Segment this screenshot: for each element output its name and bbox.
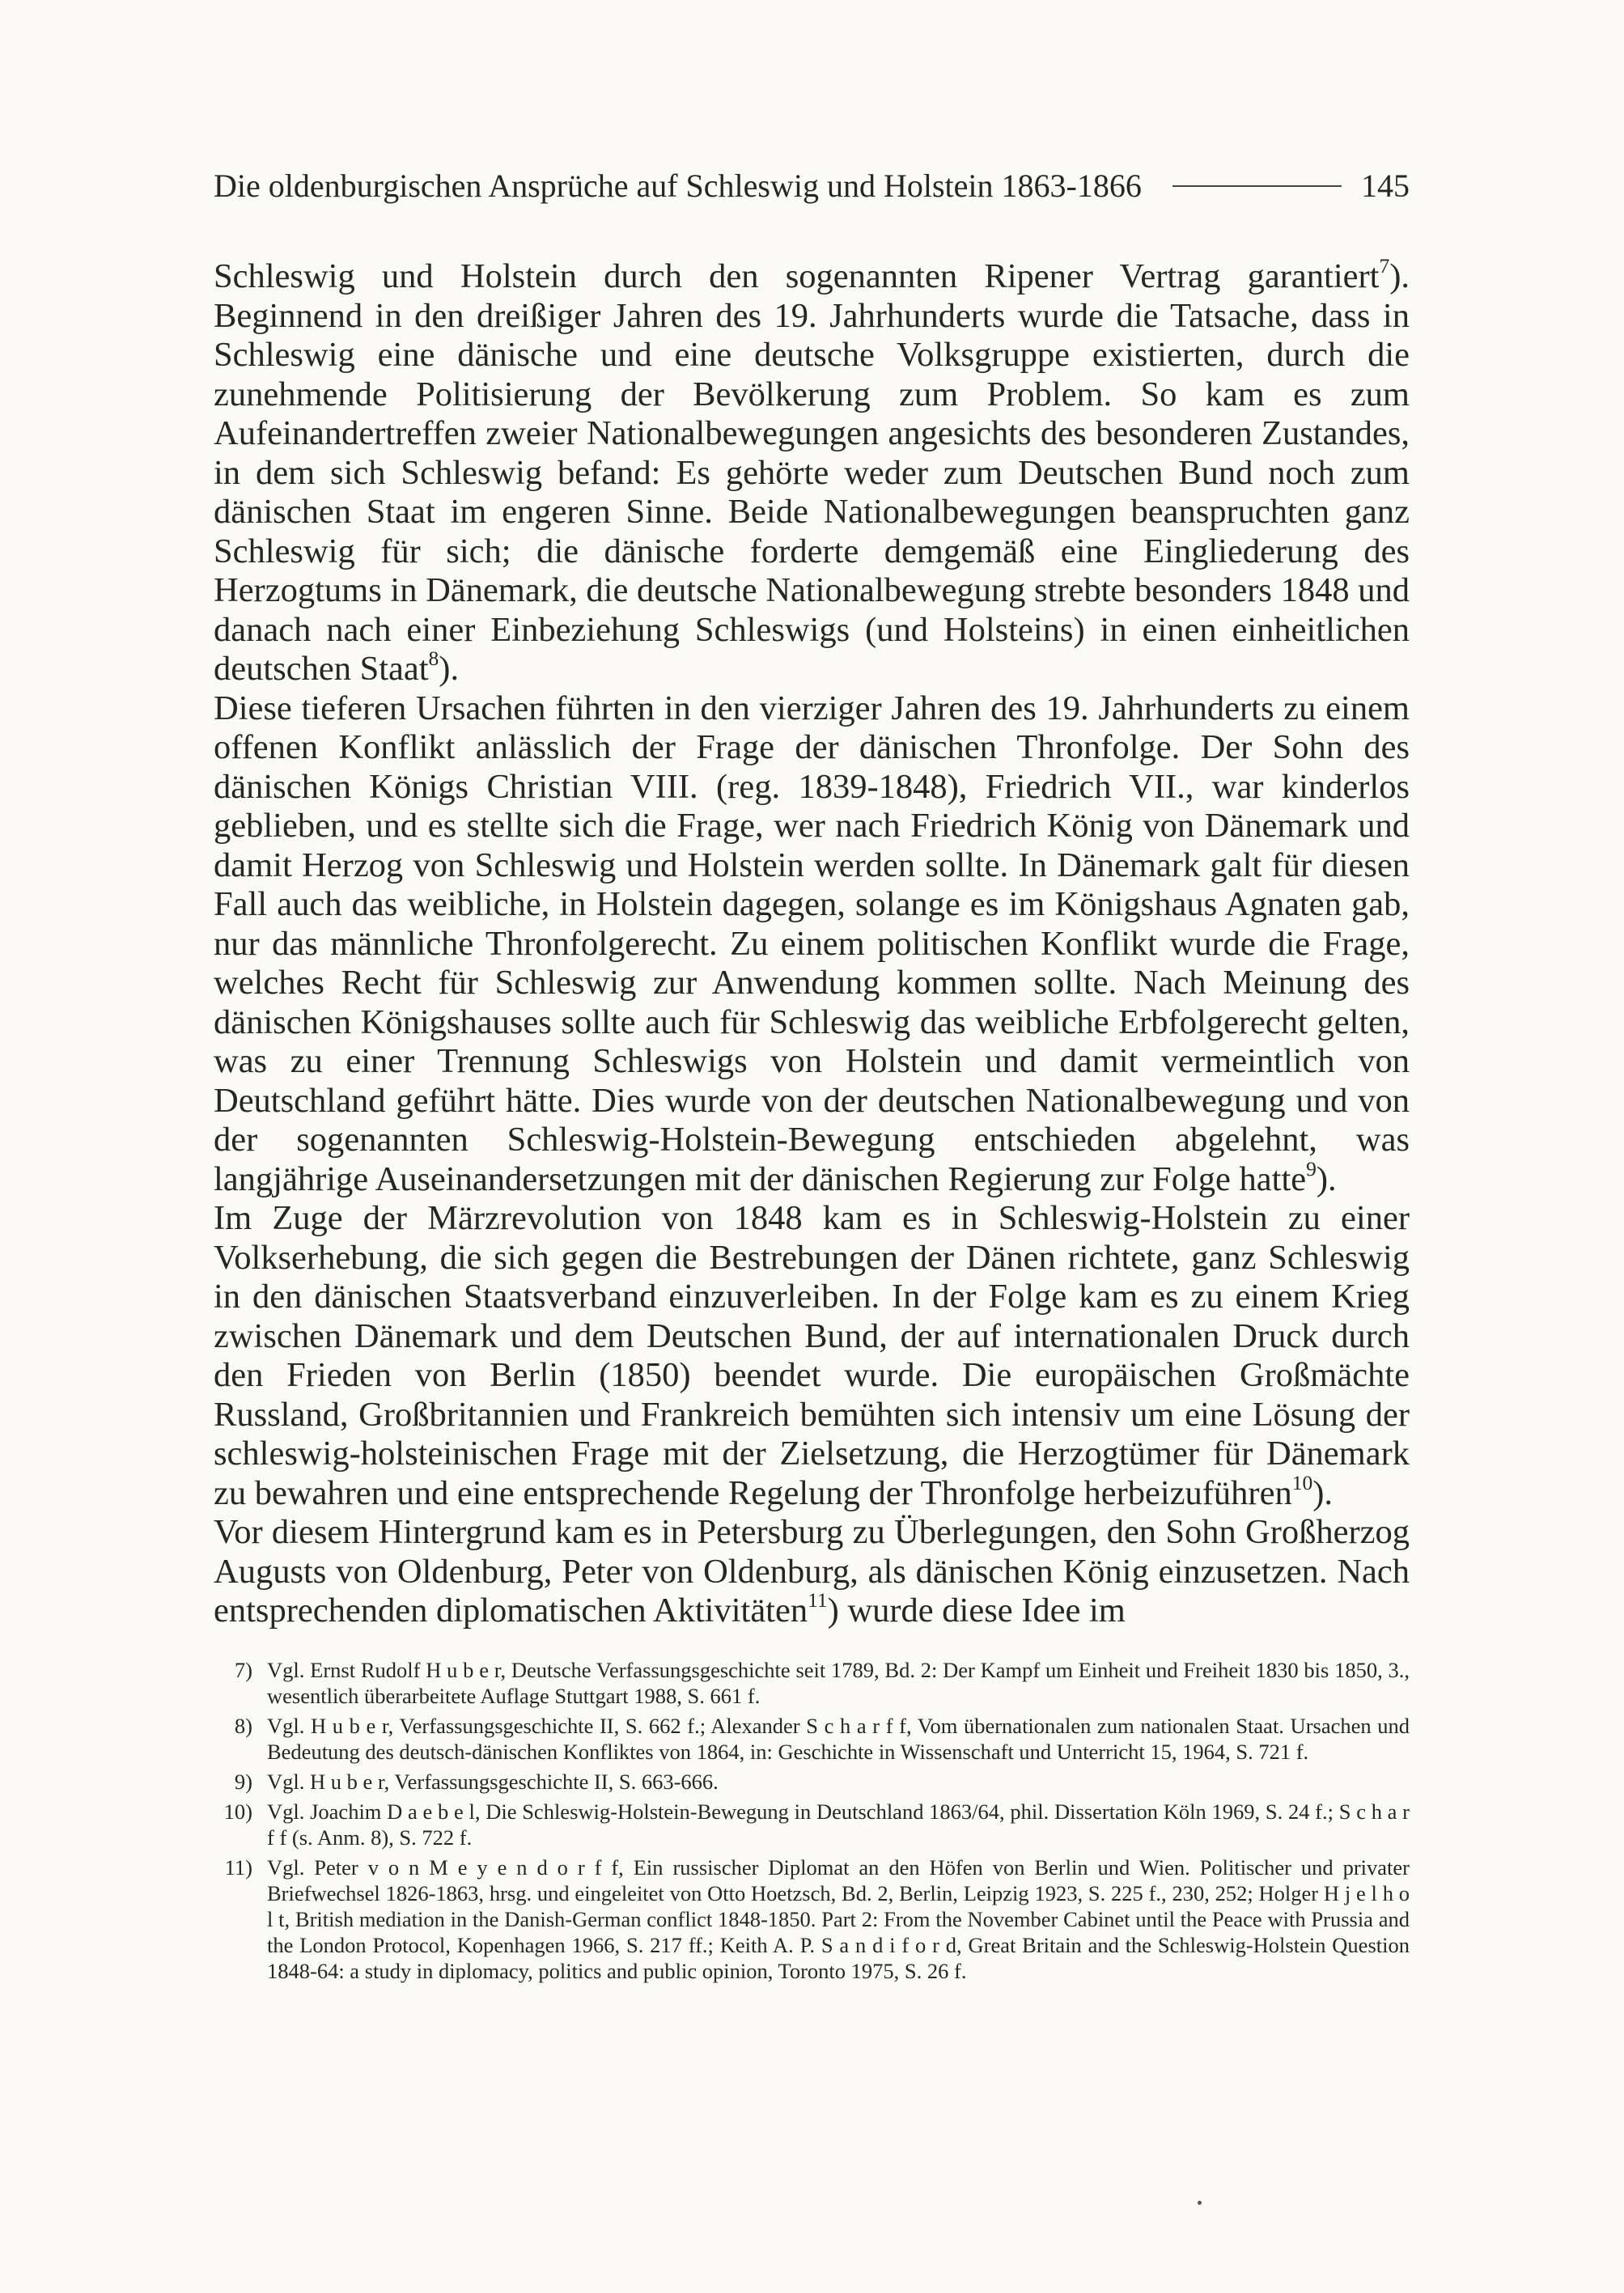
footnote-7 xyxy=(214,1657,1410,1709)
paragraph-4 xyxy=(214,1513,1410,1631)
footnote-text: Vgl. H u b e r, Verfassungsgeschichte II, S. 663-666. xyxy=(267,1770,719,1794)
footnote-ref: 11 xyxy=(808,1588,828,1613)
footnote-8 xyxy=(214,1713,1410,1765)
running-title: Die oldenburgischen Ansprüche auf Schleswig und Holstein 1863-1866 xyxy=(214,167,1142,204)
footnote-ref: 10 xyxy=(1291,1470,1313,1494)
paragraph-1 xyxy=(214,254,1410,689)
paragraph-text: Vor diesem Hintergrund kam es in Petersburg zu Überlegungen, den Sohn Großherzog Augusts von Oldenburg, Peter von Oldenburg, als dänischen König einzusetzen. Nach entsprechenden diplomatischen Aktivitäten xyxy=(214,1513,1410,1630)
footnote-text: Vgl. Ernst Rudolf H u b e r, Deutsche Verfassungsgeschichte seit 1789, Bd. 2: Der Kampf um Einheit und Freiheit 1830 bis 1850, 3., wesentlich überarbeitete Auflage Stuttgart 1988, S. 661 f. xyxy=(267,1658,1410,1708)
footnote-text: Vgl. Peter v o n M e y e n d o r f f, Ein russischer Diplomat an den Höfen von Berlin und Wien. Politischer und privater Briefwechsel 1826-1863, hrsg. und eingeleitet von Otto Hoetzsch, Bd. 2, Berlin, Leipzig 1923, S. 225 f., 230, 252; Holger H j e l h o l t, British mediation in the Danish-German conflict 1848-1850. Part 2: From the November Cabinet until the Peace with Prussia and the London Protocol, Kopenhagen 1966, S. 217 ff.; Keith A. P. S a n d i f o r d, Great Britain and the Schleswig-Holstein Question 1848-64: a study in diplomacy, politics and public opinion, Toronto 1975, S. 26 f. xyxy=(267,1855,1410,1983)
paragraph-text: ). xyxy=(1312,1473,1333,1512)
footnotes xyxy=(214,1657,1410,1988)
paragraph-text: Schleswig und Holstein durch den sogenannten Ripener Vertrag garantiert xyxy=(214,257,1380,295)
footnote-ref: 9 xyxy=(1306,1156,1317,1180)
footnote-11 xyxy=(214,1854,1410,1984)
page-number: 145 xyxy=(1361,167,1410,204)
footnote-number: 7) xyxy=(234,1658,252,1682)
paragraph-3 xyxy=(214,1199,1410,1513)
paragraph-text: ). xyxy=(439,650,460,688)
scan-speck xyxy=(1198,2201,1202,2205)
running-header xyxy=(214,162,1410,210)
paragraph-text: ). xyxy=(1316,1159,1337,1198)
paragraph-2 xyxy=(214,689,1410,1200)
footnote-ref: 7 xyxy=(1379,254,1390,278)
paragraph-text: ). Beginnend in den dreißiger Jahren des 19. Jahrhunderts wurde die Tatsache, dass in Schleswig eine dänische und eine deutsche Volksgruppe existierten, durch die zunehmende Politisierung der Bevölkerung zum Problem. So kam es zum Aufeinandertreffen zweier Nationalbewegungen angesichts des besonderen Zustandes, in dem sich Schleswig befand: Es gehörte weder zum Deutschen Bund noch zum dänischen Staat im engeren Sinne. Beide Nationalbewegungen beanspruchten ganz Schleswig für sich; die dänische forderte demgemäß eine Eingliederung des Herzogtums in Dänemark, die deutsche Nationalbewegung strebte besonders 1848 und danach nach einer Einbeziehung Schleswigs (und Holsteins) in einen einheitlichen deutschen Staat xyxy=(214,257,1410,688)
footnote-number: 11) xyxy=(224,1855,252,1880)
footnote-number: 10) xyxy=(223,1799,252,1824)
footnote-10 xyxy=(214,1799,1410,1850)
footnote-text: Vgl. H u b e r, Verfassungsgeschichte II, S. 662 f.; Alexander S c h a r f f, Vom übernationalen zum nationalen Staat. Ursachen und Bedeutung des deutsch-dänischen Konfliktes von 1864, in: Geschichte in Wissenschaft und Unterricht 15, 1964, S. 721 f. xyxy=(267,1714,1410,1764)
footnote-text: Vgl. Joachim D a e b e l, Die Schleswig-Holstein-Bewegung in Deutschland 1863/64, phil. Dissertation Köln 1969, S. 24 f.; S c h a r f f (s. Anm. 8), S. 722 f. xyxy=(267,1799,1410,1850)
footnote-9 xyxy=(214,1769,1410,1795)
footnote-number: 9) xyxy=(234,1770,252,1794)
paragraph-text: ) wurde diese Idee im xyxy=(827,1592,1126,1630)
footnote-number: 8) xyxy=(234,1714,252,1738)
body-text xyxy=(214,254,1410,1631)
paragraph-text: Diese tieferen Ursachen führten in den vierziger Jahren des 19. Jahrhunderts zu einem offenen Konflikt anlässlich der Frage der dänischen Thronfolge. Der Sohn des dänischen Königs Christian VIII. (reg. 1839-1848), Friedrich VII., war kinderlos geblieben, und es stellte sich die Frage, wer nach Friedrich König von Dänemark und damit Herzog von Schleswig und Holstein werden sollte. In Dänemark galt für diesen Fall auch das weibliche, in Holstein dagegen, solange es im Königshaus Agnaten gab, nur das männliche Thronfolgerecht. Zu einem politischen Konflikt wurde die Frage, welches Recht für Schleswig zur Anwendung kommen sollte. Nach Meinung des dänischen Königshauses sollte auch für Schleswig das weibliche Erbfolgerecht gelten, was zu einer Trennung Schleswigs von Holstein und damit vermeintlich von Deutschland geführt hätte. Dies wurde von der deutschen Nationalbewegung und von der sogenannten Schleswig-Holstein-Bewegung entschieden abgelehnt, was langjährige Auseinandersetzungen mit der dänischen Regierung zur Folge hatte xyxy=(214,689,1410,1198)
paragraph-text: Im Zuge der Märzrevolution von 1848 kam es in Schleswig-Holstein zu einer Volkserhebung, die sich gegen die Bestrebungen der Dänen richtete, ganz Schleswig in den dänischen Staatsverband einzuverleiben. In der Folge kam es zu einem Krieg zwischen Dänemark und dem Deutschen Bund, der auf internationalen Druck durch den Frieden von Berlin (1850) beendet wurde. Die europäischen Großmächte Russland, Großbritannien und Frankreich bemühten sich intensiv um eine Lösung der schleswig-holsteinischen Frage mit der Zielsetzung, die Herzogtümer für Dänemark zu bewahren und eine entsprechende Regelung der Thronfolge herbeizuführen xyxy=(214,1199,1410,1512)
header-rule xyxy=(1172,185,1342,187)
footnote-ref: 8 xyxy=(428,646,439,671)
